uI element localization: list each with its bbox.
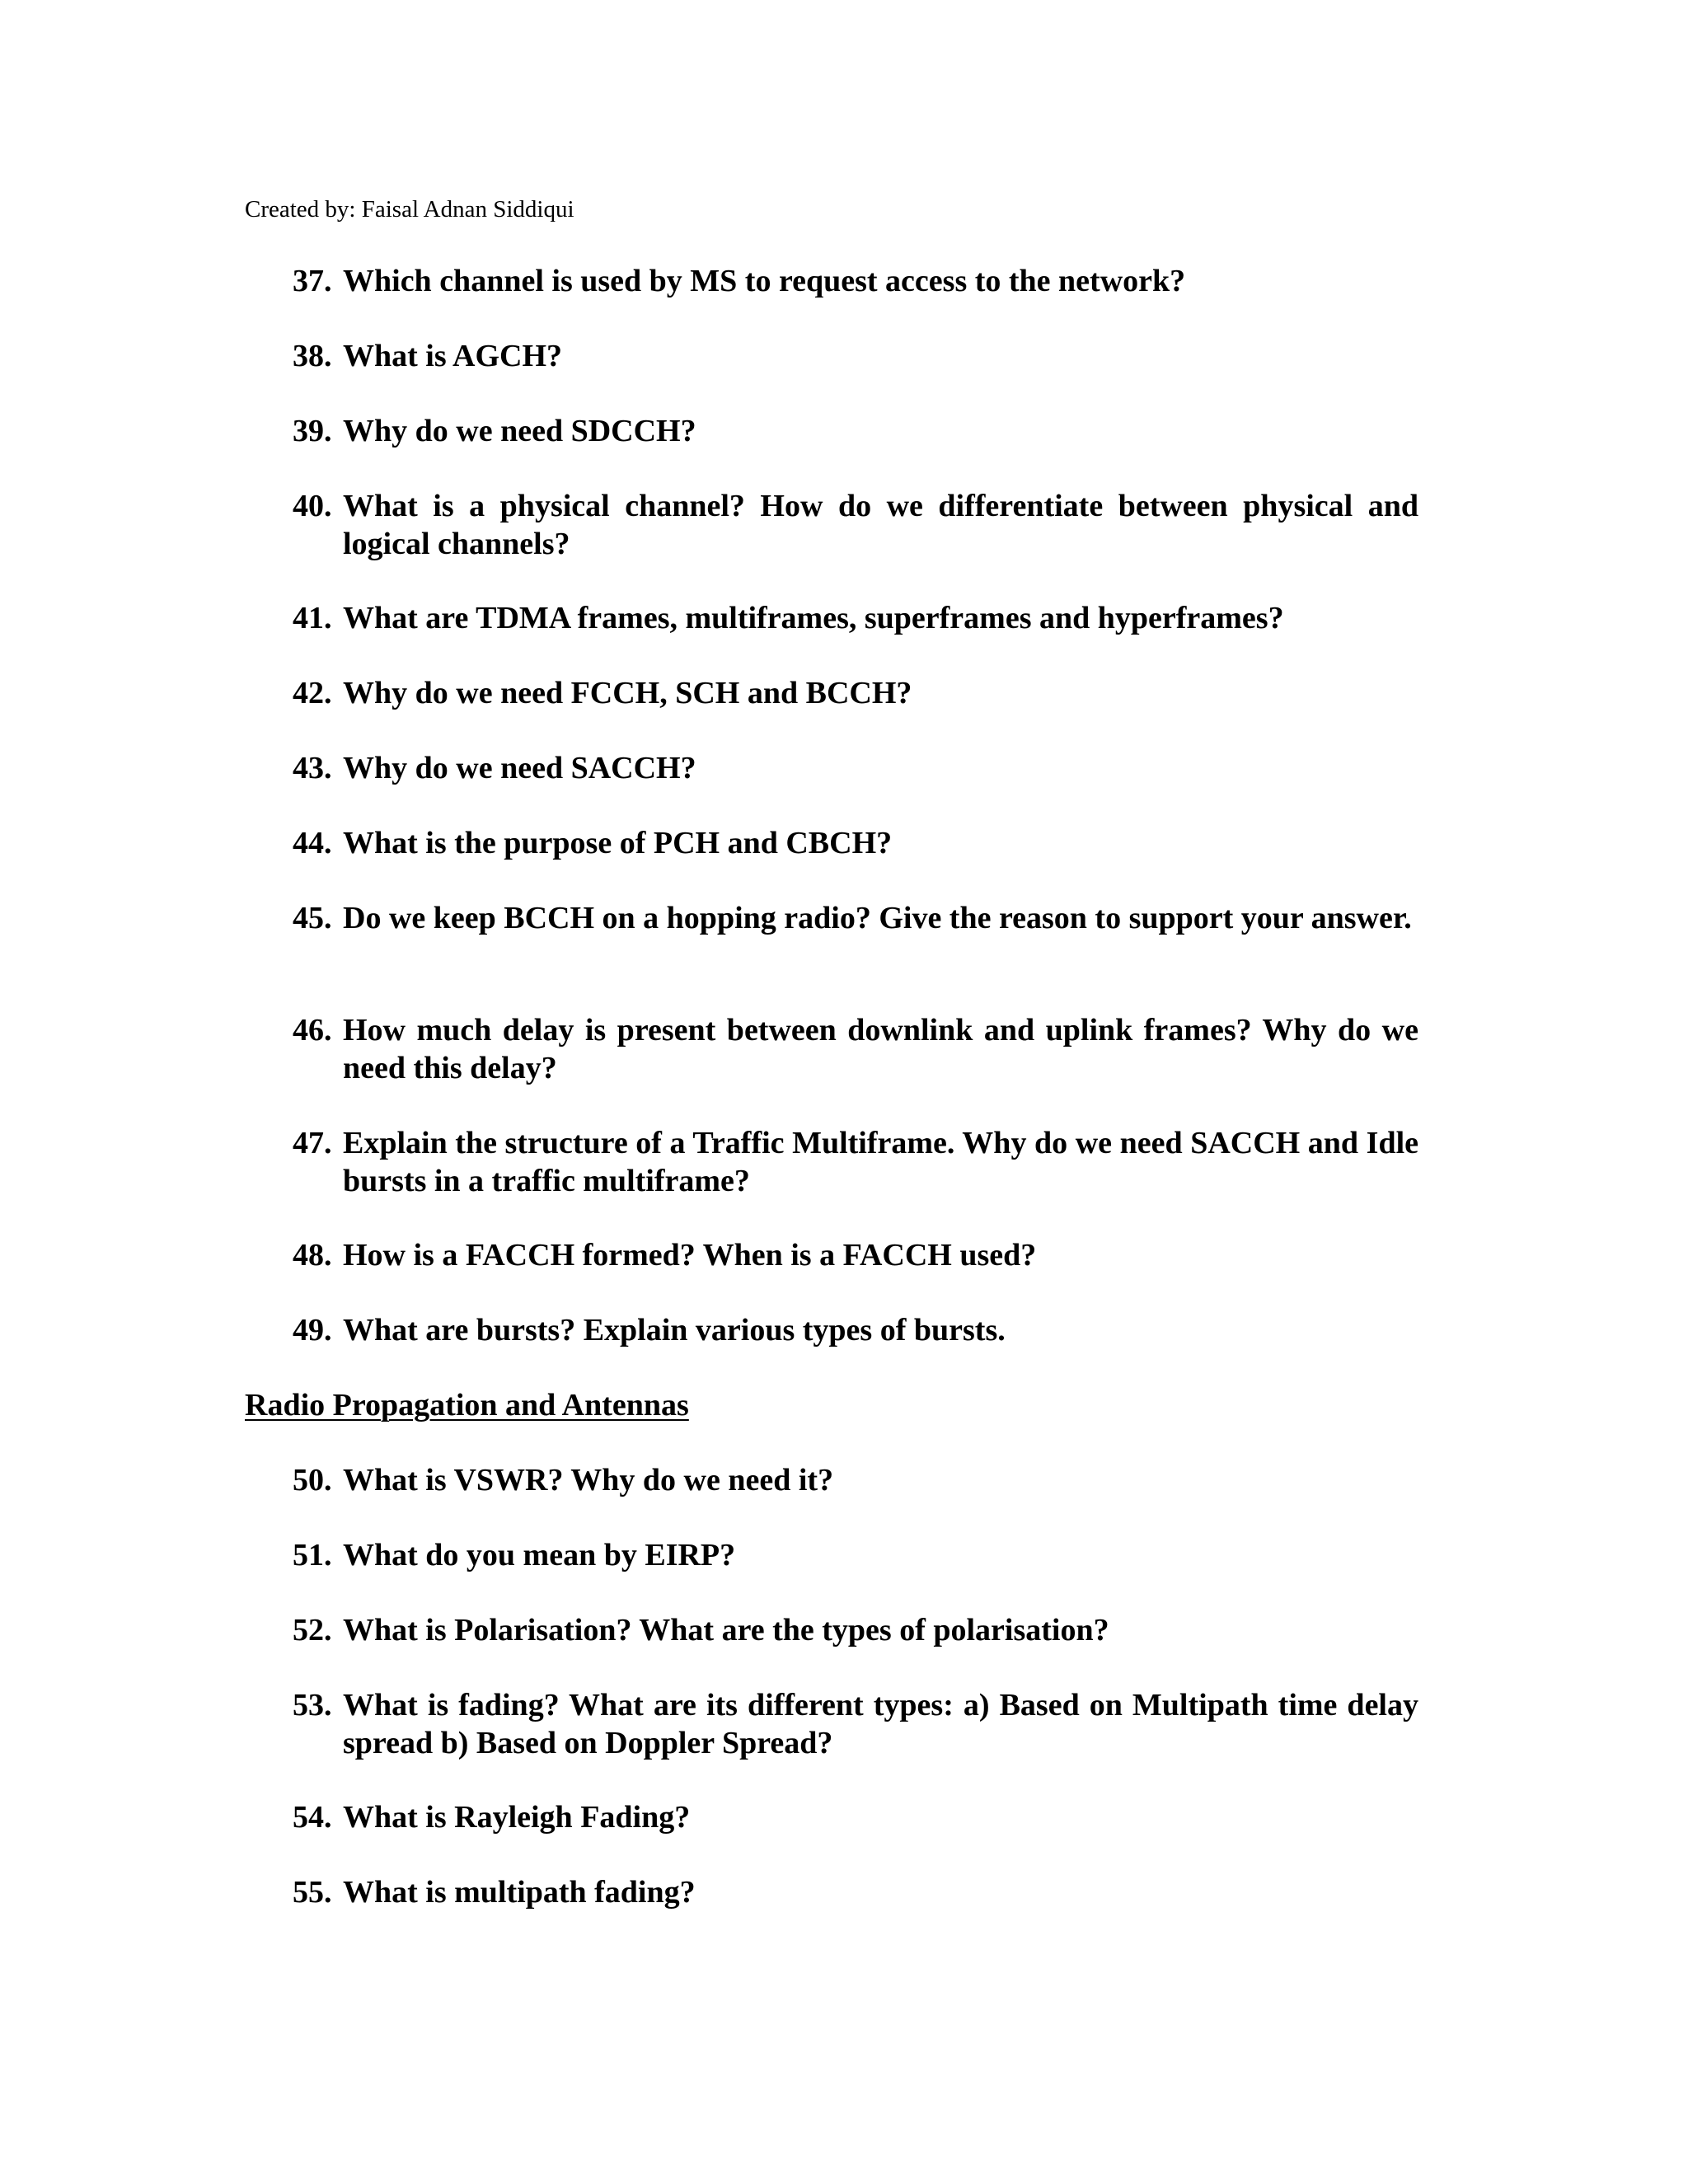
question-item: [293, 1798, 1418, 1836]
question-item: [293, 749, 1418, 787]
question-number: 50.: [293, 1463, 332, 1497]
question-number: 46.: [293, 1013, 332, 1047]
question-text: Which channel is used by MS to request access to the network?: [343, 264, 1186, 298]
question-text: What are TDMA frames, multiframes, superframes and hyperframes?: [343, 601, 1284, 635]
question-item: [293, 1124, 1418, 1200]
question-item: [293, 1873, 1418, 1911]
question-number: 45.: [293, 901, 332, 935]
question-number: 37.: [293, 264, 332, 298]
question-number: 52.: [293, 1613, 332, 1647]
question-number: 39.: [293, 414, 332, 448]
question-item: [293, 1011, 1418, 1087]
question-text: What is Rayleigh Fading?: [343, 1800, 691, 1835]
question-item: [293, 1686, 1418, 1762]
question-item: [293, 899, 1418, 937]
question-text: What is fading? What are its different types: a) Based on Multipath time delay spread b) Based on Doppler Spread?: [343, 1688, 1418, 1760]
question-item: [293, 1461, 1418, 1499]
question-text: What are bursts? Explain various types of bursts.: [343, 1313, 1006, 1347]
question-number: 51.: [293, 1538, 332, 1572]
question-text: What is Polarisation? What are the types of polarisation?: [343, 1613, 1109, 1647]
question-text: What is a physical channel? How do we differentiate between physical and logical channels?: [343, 489, 1418, 561]
question-item: [293, 599, 1418, 637]
question-number: 40.: [293, 489, 332, 523]
question-number: 47.: [293, 1126, 332, 1160]
question-text: What do you mean by EIRP?: [343, 1538, 736, 1572]
question-text: What is VSWR? Why do we need it?: [343, 1463, 834, 1497]
question-number: 41.: [293, 601, 332, 635]
question-text: Why do we need SDCCH?: [343, 414, 696, 448]
question-number: 49.: [293, 1313, 332, 1347]
question-text: Do we keep BCCH on a hopping radio? Give the reason to support your answer.: [343, 901, 1412, 935]
question-text: What is AGCH?: [343, 339, 563, 373]
question-text: How much delay is present between downlink and uplink frames? Why do we need this delay?: [343, 1013, 1418, 1085]
question-number: 42.: [293, 676, 332, 710]
question-text: Why do we need FCCH, SCH and BCCH?: [343, 676, 912, 710]
question-item: [293, 824, 1418, 862]
question-number: 38.: [293, 339, 332, 373]
question-item: [293, 487, 1418, 563]
question-item: [293, 337, 1418, 375]
question-item: [293, 412, 1418, 450]
question-item: [293, 674, 1418, 712]
question-item: [293, 1236, 1418, 1274]
question-number: 48.: [293, 1238, 332, 1272]
author-header: Created by: Faisal Adnan Siddiqui: [245, 196, 574, 223]
question-text: How is a FACCH formed? When is a FACCH used?: [343, 1238, 1037, 1272]
question-text: What is the purpose of PCH and CBCH?: [343, 826, 893, 860]
question-text: What is multipath fading?: [343, 1875, 696, 1910]
question-item: [293, 262, 1418, 300]
question-number: 55.: [293, 1875, 332, 1910]
question-text: Explain the structure of a Traffic Multiframe. Why do we need SACCH and Idle bursts in a traffic multiframe?: [343, 1126, 1418, 1198]
question-item: [293, 1536, 1418, 1574]
section-heading: Radio Propagation and Antennas: [245, 1388, 689, 1422]
question-number: 53.: [293, 1688, 332, 1722]
question-text: Why do we need SACCH?: [343, 751, 696, 785]
question-number: 43.: [293, 751, 332, 785]
question-item: [293, 1611, 1418, 1649]
question-number: 54.: [293, 1800, 332, 1835]
question-item: [293, 1311, 1418, 1349]
question-number: 44.: [293, 826, 332, 860]
